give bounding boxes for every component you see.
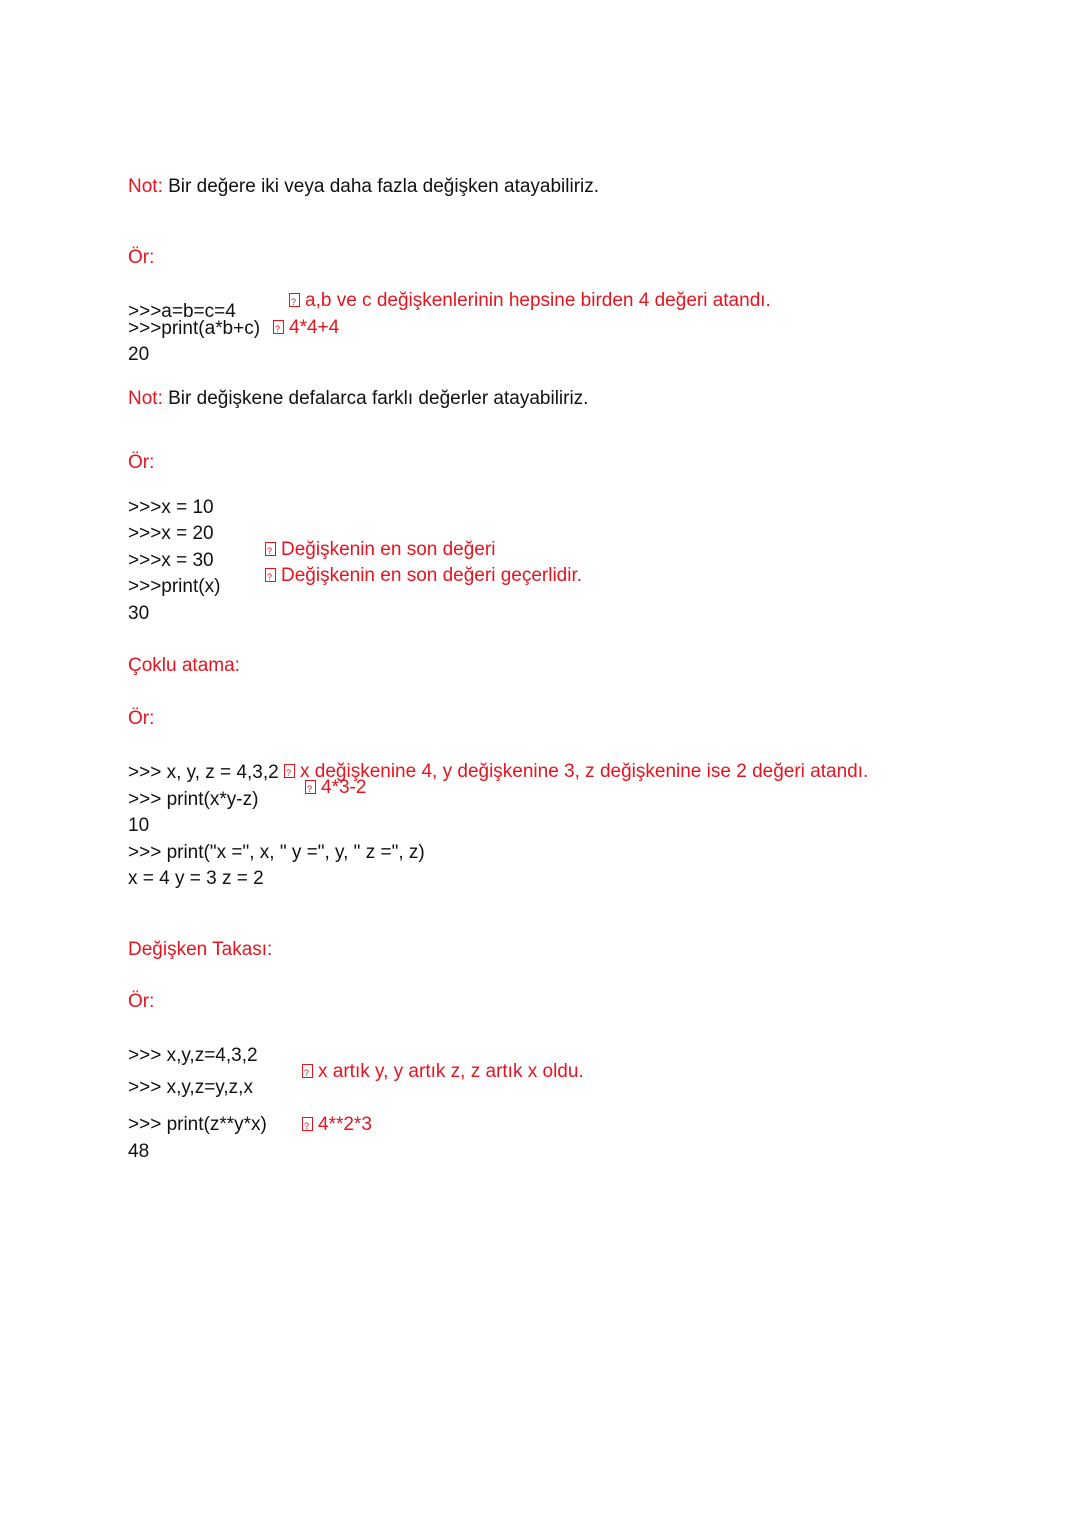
code-output: 10 <box>128 815 150 836</box>
code-line: >>>print(a*b+c) <box>128 318 261 339</box>
missing-glyph-arrow-icon <box>302 1117 313 1131</box>
code-output: x = 4 y = 3 z = 2 <box>128 868 264 889</box>
code-line: >>> print(z**y*x) <box>128 1114 267 1135</box>
annotation: ?4**2*3 <box>302 1113 372 1137</box>
code-line: >>>x = 20 <box>128 523 214 544</box>
annotation: ?x değişkenine 4, y değişkenine 3, z değişkenine ise 2 değeri atandı. <box>284 760 868 784</box>
code-output: 30 <box>128 603 150 624</box>
code-line: >>>x = 10 <box>128 497 214 518</box>
example-label: Ör: <box>128 247 155 268</box>
annotation: ?4*4+4 <box>273 316 339 340</box>
example-label: Ör: <box>128 452 155 473</box>
annotation: ?Değişkenin en son değeri geçerlidir. <box>265 564 582 588</box>
code-output: 20 <box>128 344 150 365</box>
annotation: ?a,b ve c değişkenlerinin hepsine birden 4 değeri atandı. <box>289 289 771 313</box>
note-label: Not: <box>128 176 163 197</box>
example-label: Ör: <box>128 991 155 1012</box>
code-line: >>> x,y,z=y,z,x <box>128 1077 253 1098</box>
section-heading: Çoklu atama: <box>128 655 240 676</box>
missing-glyph-arrow-icon <box>284 764 295 778</box>
missing-glyph-arrow-icon <box>265 568 276 582</box>
annotation: ?4*3-2 <box>305 776 366 800</box>
missing-glyph-arrow-icon <box>273 320 284 334</box>
note-text: Bir değişkene defalarca farklı değerler atayabiliriz. <box>162 388 589 409</box>
code-line: >>> print(x*y-z) <box>128 789 259 810</box>
missing-glyph-arrow-icon <box>305 780 316 794</box>
code-line: >>> print("x =", x, " y =", y, " z =", z) <box>128 842 425 863</box>
missing-glyph-arrow-icon <box>289 293 300 307</box>
note-2 <box>128 387 588 411</box>
section-heading: Değişken Takası: <box>128 939 273 960</box>
missing-glyph-arrow-icon <box>265 542 276 556</box>
code-line: >>> x,y,z=4,3,2 <box>128 1045 258 1066</box>
code-output: 48 <box>128 1141 150 1162</box>
missing-glyph-arrow-icon <box>302 1064 313 1078</box>
code-line: >>>print(x) <box>128 576 221 597</box>
code-line: >>>x = 30 <box>128 550 214 571</box>
note-label: Not: <box>128 388 163 409</box>
note-text: Bir değere iki veya daha fazla değişken atayabiliriz. <box>162 176 600 197</box>
note-1 <box>128 175 599 199</box>
code-line: >>>a=b=c=4 <box>128 301 236 322</box>
code-line: >>> x, y, z = 4,3,2 <box>128 762 279 783</box>
annotation: ?Değişkenin en son değeri <box>265 538 495 562</box>
annotation: ?x artık y, y artık z, z artık x oldu. <box>302 1060 584 1084</box>
example-label: Ör: <box>128 708 155 729</box>
